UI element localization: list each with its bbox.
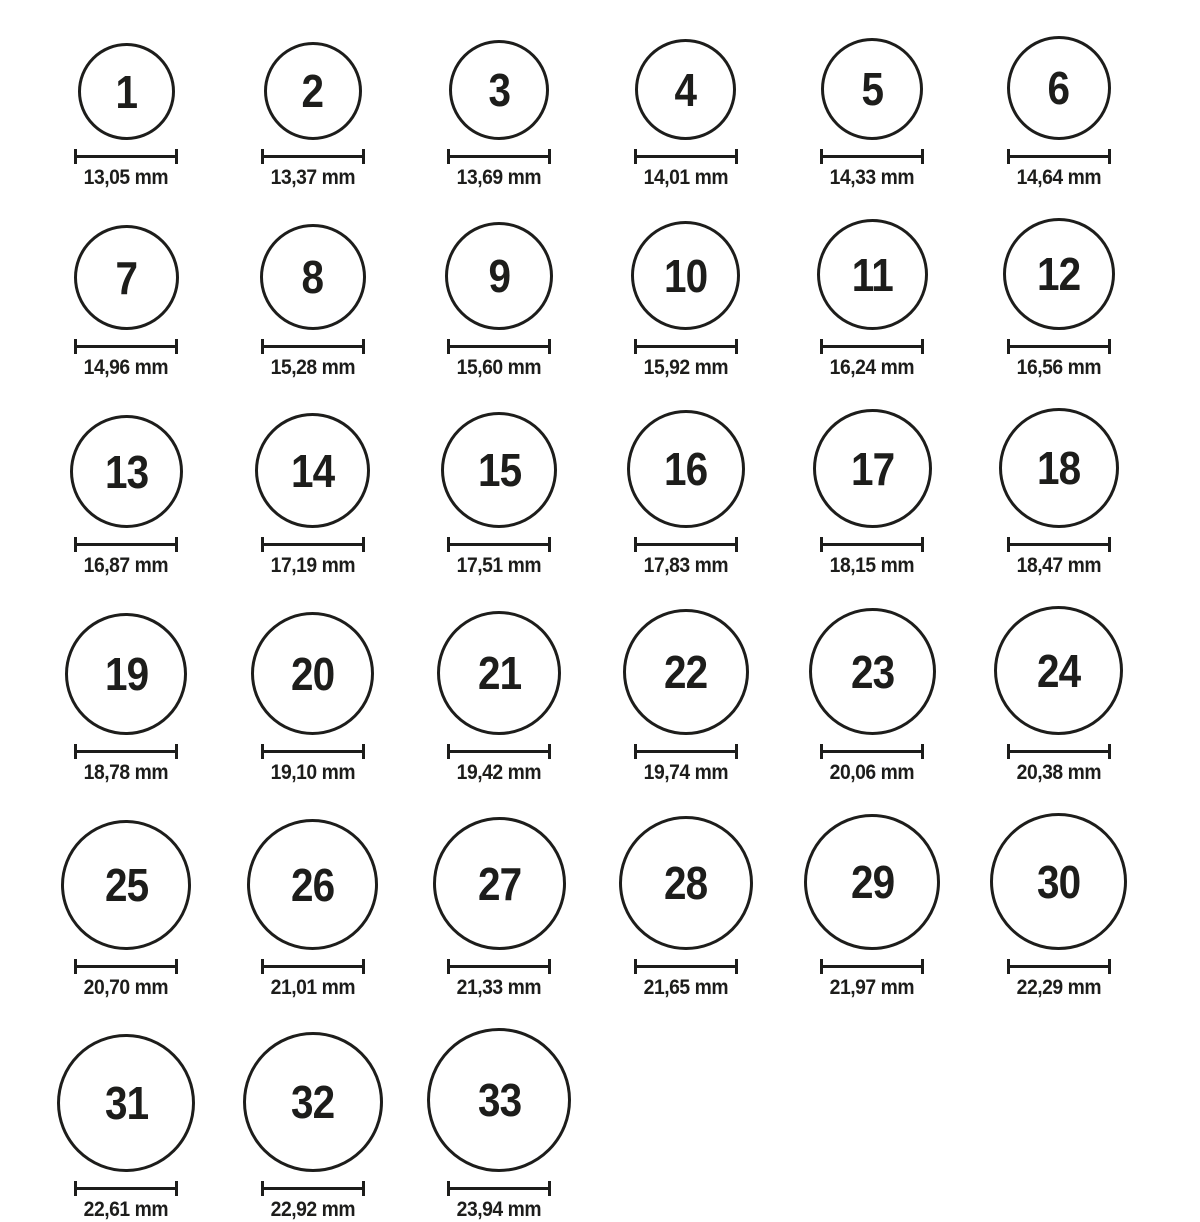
- diameter-ruler: [447, 959, 551, 974]
- diameter-label: 19,10 mm: [270, 761, 355, 784]
- ring-size-cell: [220, 1032, 407, 1222]
- ring-circle: [264, 42, 362, 140]
- ring-size-cell: [966, 218, 1153, 380]
- ring-size-cell: [220, 819, 407, 1000]
- ring-circle: [247, 819, 378, 950]
- ring-size-number: 30: [1037, 855, 1081, 908]
- ring-circle: [999, 408, 1119, 528]
- diameter-label: 13,69 mm: [457, 166, 542, 189]
- ring-size-number: 26: [291, 858, 335, 911]
- ring-circle: [635, 39, 736, 140]
- ring-circle: [821, 38, 923, 140]
- ring-size-number: 4: [674, 63, 697, 116]
- ring-circle: [813, 409, 932, 528]
- diameter-label: 23,94 mm: [457, 1198, 542, 1221]
- ring-size-row: [33, 218, 1200, 380]
- diameter-ruler: [820, 537, 924, 552]
- ring-size-cell: [33, 613, 220, 785]
- diameter-label: 19,74 mm: [643, 761, 728, 784]
- diameter-ruler: [261, 339, 365, 354]
- ring-circle: [804, 814, 940, 950]
- diameter-ruler: [820, 149, 924, 164]
- ring-size-number: 3: [488, 64, 511, 116]
- ring-circle: [433, 817, 566, 950]
- diameter-label: 22,29 mm: [1016, 976, 1101, 999]
- diameter-label: 21,97 mm: [830, 976, 915, 999]
- diameter-label: 20,38 mm: [1016, 761, 1101, 784]
- ring-size-row: [33, 36, 1200, 190]
- ring-size-cell: [406, 611, 593, 785]
- ring-circle: [631, 221, 740, 330]
- ring-size-number: 11: [851, 248, 893, 301]
- diameter-label: 18,15 mm: [830, 554, 915, 577]
- diameter-ruler: [1007, 149, 1111, 164]
- diameter-ruler: [447, 744, 551, 759]
- diameter-ruler: [634, 149, 738, 164]
- ring-circle: [449, 40, 549, 140]
- ring-size-cell: [406, 222, 593, 380]
- diameter-label: 15,28 mm: [270, 356, 355, 379]
- diameter-label: 14,64 mm: [1016, 166, 1101, 189]
- diameter-label: 16,56 mm: [1016, 356, 1101, 379]
- ring-size-cell: [220, 224, 407, 380]
- ring-size-cell: [593, 816, 780, 1000]
- diameter-label: 21,33 mm: [457, 976, 542, 999]
- ring-size-cell: [406, 40, 593, 190]
- diameter-label: 13,37 mm: [270, 166, 355, 189]
- diameter-label: 17,51 mm: [457, 554, 542, 577]
- diameter-ruler: [447, 339, 551, 354]
- ring-size-number: 15: [477, 444, 521, 496]
- ring-circle: [70, 415, 183, 528]
- ring-size-cell: [966, 36, 1153, 190]
- diameter-ruler: [634, 339, 738, 354]
- ring-size-number: 24: [1037, 644, 1081, 697]
- ring-size-number: 25: [104, 859, 148, 911]
- ring-size-row: [33, 813, 1200, 1000]
- ring-circle: [619, 816, 753, 950]
- diameter-ruler: [634, 959, 738, 974]
- ring-size-cell: [406, 412, 593, 578]
- ring-size-cell: [33, 1034, 220, 1222]
- ring-size-number: 20: [291, 647, 335, 700]
- ring-circle: [251, 612, 374, 735]
- diameter-label: 21,65 mm: [643, 976, 728, 999]
- ring-size-row: [33, 606, 1200, 785]
- diameter-label: 20,70 mm: [84, 976, 169, 999]
- ring-size-number: 23: [850, 645, 894, 698]
- diameter-label: 22,61 mm: [84, 1198, 169, 1221]
- ring-size-cell: [33, 820, 220, 1000]
- diameter-label: 15,60 mm: [457, 356, 542, 379]
- ring-size-number: 10: [664, 249, 708, 302]
- diameter-label: 18,47 mm: [1016, 554, 1101, 577]
- diameter-ruler: [261, 149, 365, 164]
- diameter-ruler: [74, 1181, 178, 1196]
- diameter-ruler: [74, 339, 178, 354]
- ring-size-cell: [33, 225, 220, 380]
- ring-size-number: 7: [115, 251, 138, 304]
- diameter-label: 22,92 mm: [270, 1198, 355, 1221]
- ring-size-cell: [966, 606, 1153, 785]
- diameter-label: 16,24 mm: [830, 356, 915, 379]
- diameter-label: 17,83 mm: [643, 554, 728, 577]
- ring-circle: [627, 410, 745, 528]
- ring-circle: [74, 225, 179, 330]
- ring-size-cell: [966, 408, 1153, 578]
- diameter-ruler: [634, 744, 738, 759]
- diameter-ruler: [1007, 744, 1111, 759]
- ring-size-cell: [593, 39, 780, 190]
- ring-size-cell: [966, 813, 1153, 1000]
- diameter-ruler: [74, 744, 178, 759]
- diameter-label: 19,42 mm: [457, 761, 542, 784]
- diameter-label: 17,19 mm: [270, 554, 355, 577]
- ring-size-cell: [33, 415, 220, 578]
- ring-circle: [809, 608, 936, 735]
- diameter-label: 15,92 mm: [643, 356, 728, 379]
- ring-circle: [65, 613, 187, 735]
- ring-size-number: 22: [664, 646, 708, 698]
- ring-size-cell: [406, 817, 593, 1000]
- diameter-label: 20,06 mm: [830, 761, 915, 784]
- diameter-label: 18,78 mm: [84, 761, 169, 784]
- ring-size-cell: [593, 221, 780, 380]
- ring-circle: [61, 820, 191, 950]
- diameter-ruler: [261, 744, 365, 759]
- diameter-label: 13,05 mm: [84, 166, 169, 189]
- diameter-label: 14,96 mm: [84, 356, 169, 379]
- ring-size-cell: [779, 219, 966, 380]
- ring-size-cell: [593, 410, 780, 578]
- ring-size-number: 31: [104, 1077, 148, 1129]
- diameter-ruler: [261, 959, 365, 974]
- ring-circle: [437, 611, 561, 735]
- diameter-ruler: [447, 1181, 551, 1196]
- ring-size-number: 14: [291, 444, 335, 497]
- ring-size-number: 19: [104, 648, 148, 700]
- ring-size-cell: [220, 42, 407, 190]
- diameter-ruler: [74, 959, 178, 974]
- ring-size-number: 28: [664, 857, 708, 909]
- diameter-label: 21,01 mm: [270, 976, 355, 999]
- diameter-ruler: [820, 339, 924, 354]
- ring-size-cell: [220, 413, 407, 578]
- ring-size-number: 21: [477, 647, 521, 699]
- ring-size-number: 16: [664, 443, 708, 495]
- ring-circle: [57, 1034, 195, 1172]
- diameter-ruler: [447, 537, 551, 552]
- ring-size-number: 5: [861, 63, 884, 115]
- ring-size-number: 29: [850, 856, 894, 908]
- ring-size-number: 27: [477, 857, 521, 910]
- ring-size-number: 9: [488, 250, 511, 302]
- ring-size-number: 33: [477, 1074, 521, 1126]
- diameter-ruler: [74, 149, 178, 164]
- ring-circle: [255, 413, 370, 528]
- diameter-ruler: [74, 537, 178, 552]
- ring-circle: [78, 43, 175, 140]
- ring-size-number: 13: [104, 445, 148, 498]
- ring-circle: [994, 606, 1123, 735]
- ring-size-cell: [779, 814, 966, 1000]
- ring-size-number: 32: [291, 1076, 335, 1128]
- diameter-label: 16,87 mm: [84, 554, 169, 577]
- ring-circle: [260, 224, 366, 330]
- ring-size-row: [33, 1028, 1200, 1222]
- ring-circle: [427, 1028, 571, 1172]
- ring-circle: [990, 813, 1127, 950]
- ring-size-cell: [779, 608, 966, 785]
- diameter-ruler: [1007, 959, 1111, 974]
- diameter-ruler: [820, 744, 924, 759]
- ring-size-number: 17: [850, 442, 894, 495]
- ring-size-cell: [406, 1028, 593, 1222]
- diameter-ruler: [820, 959, 924, 974]
- diameter-ruler: [1007, 537, 1111, 552]
- diameter-ruler: [1007, 339, 1111, 354]
- ring-circle: [817, 219, 928, 330]
- ring-size-number: 12: [1037, 248, 1081, 300]
- ring-size-cell: [593, 609, 780, 785]
- ring-circle: [623, 609, 749, 735]
- diameter-ruler: [447, 149, 551, 164]
- ring-circle: [441, 412, 557, 528]
- diameter-ruler: [261, 537, 365, 552]
- ring-circle: [445, 222, 553, 330]
- ring-size-cell: [220, 612, 407, 785]
- diameter-label: 14,33 mm: [830, 166, 915, 189]
- ring-circle: [1003, 218, 1115, 330]
- ring-size-row: [33, 408, 1200, 578]
- ring-size-number: 1: [115, 65, 138, 118]
- ring-size-number: 6: [1047, 62, 1070, 114]
- ring-size-number: 8: [301, 251, 324, 303]
- diameter-ruler: [634, 537, 738, 552]
- ring-size-cell: [33, 43, 220, 190]
- ring-size-number: 2: [301, 65, 324, 117]
- ring-size-cell: [779, 409, 966, 578]
- ring-size-number: 18: [1037, 442, 1081, 494]
- diameter-ruler: [261, 1181, 365, 1196]
- ring-circle: [1007, 36, 1111, 140]
- ring-size-cell: [779, 38, 966, 190]
- ring-circle: [243, 1032, 383, 1172]
- diameter-label: 14,01 mm: [643, 166, 728, 189]
